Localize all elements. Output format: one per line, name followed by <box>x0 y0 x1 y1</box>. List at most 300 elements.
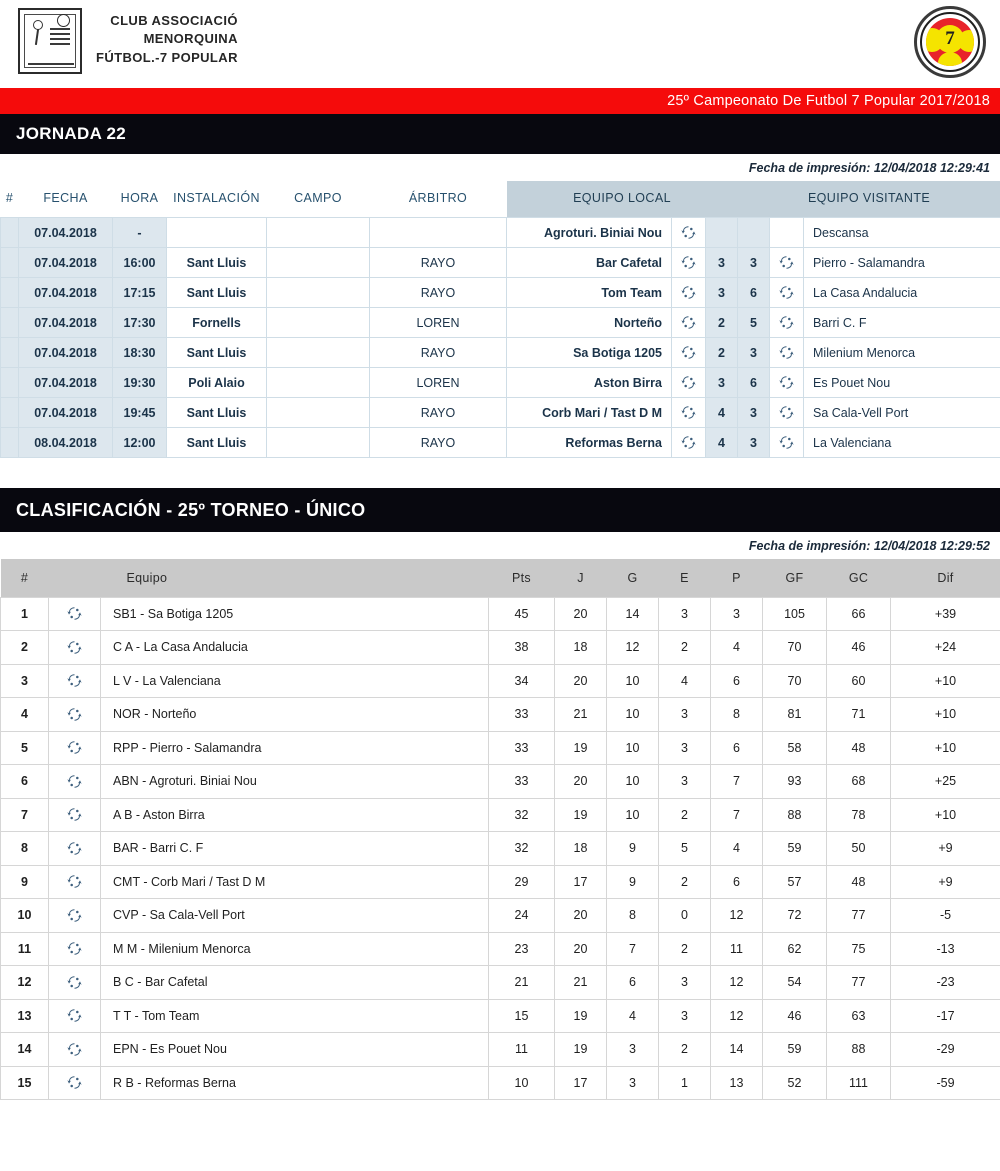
standings-dif: -5 <box>891 899 1000 933</box>
fixture-campo <box>267 308 370 338</box>
fixture-arbitro: LOREN <box>370 308 507 338</box>
fixture-local-team[interactable]: Aston Birra <box>507 368 672 398</box>
federation-logo-number: 7 <box>936 25 964 53</box>
fixture-visitor-team[interactable]: Pierro - Salamandra <box>804 248 1000 278</box>
fixtures-table <box>0 181 1000 458</box>
standings-g: 9 <box>607 865 659 899</box>
standings-e: 2 <box>659 932 711 966</box>
fixtures-col-num: # <box>1 181 19 218</box>
fixture-goals-local: 4 <box>706 428 738 458</box>
team-badge-icon <box>778 344 795 361</box>
fixture-campo <box>267 218 370 248</box>
standings-pts: 24 <box>489 899 555 933</box>
standings-col-p: P <box>711 559 763 597</box>
standings-p: 8 <box>711 698 763 732</box>
standings-gf: 46 <box>763 999 827 1033</box>
standings-team-badge[interactable] <box>49 664 101 698</box>
fixture-num <box>1 398 19 428</box>
team-badge-icon <box>778 434 795 451</box>
fixture-goals-visitor: 5 <box>738 308 770 338</box>
fixture-instalacion: Sant Lluis <box>167 248 267 278</box>
standings-e: 2 <box>659 798 711 832</box>
standings-j: 21 <box>555 966 607 1000</box>
standings-g: 12 <box>607 631 659 665</box>
standings-team-badge[interactable] <box>49 1066 101 1100</box>
standings-team-name[interactable]: NOR - Norteño <box>101 698 489 732</box>
standings-gc: 60 <box>827 664 891 698</box>
fixture-row[interactable] <box>1 368 1000 398</box>
fixture-fecha: 07.04.2018 <box>19 218 113 248</box>
standings-dif: -29 <box>891 1033 1000 1067</box>
standings-team-badge[interactable] <box>49 631 101 665</box>
fixture-hora: 19:45 <box>113 398 167 428</box>
standings-j: 19 <box>555 1033 607 1067</box>
fixture-arbitro: LOREN <box>370 368 507 398</box>
standings-row[interactable] <box>1 865 1000 899</box>
fixture-visitor-badge[interactable] <box>770 308 804 338</box>
standings-j: 20 <box>555 765 607 799</box>
standings-row[interactable] <box>1 731 1000 765</box>
team-badge-icon <box>680 404 697 421</box>
standings-g: 8 <box>607 899 659 933</box>
standings-position: 8 <box>1 832 49 866</box>
standings-gc: 66 <box>827 597 891 631</box>
standings-position: 2 <box>1 631 49 665</box>
standings-g: 10 <box>607 698 659 732</box>
standings-p: 3 <box>711 597 763 631</box>
standings-pts: 45 <box>489 597 555 631</box>
fixture-fecha: 07.04.2018 <box>19 338 113 368</box>
club-crest-icon <box>18 8 82 74</box>
standings-gf: 57 <box>763 865 827 899</box>
standings-row[interactable] <box>1 1033 1000 1067</box>
standings-p: 6 <box>711 865 763 899</box>
fixture-campo <box>267 398 370 428</box>
standings-j: 17 <box>555 865 607 899</box>
standings-g: 4 <box>607 999 659 1033</box>
fixture-visitor-badge[interactable] <box>770 218 804 248</box>
fixture-goals-visitor: 3 <box>738 428 770 458</box>
standings-team-name[interactable]: SB1 - Sa Botiga 1205 <box>101 597 489 631</box>
fixture-local-badge[interactable] <box>672 278 706 308</box>
standings-team-name[interactable]: C A - La Casa Andalucia <box>101 631 489 665</box>
fixture-campo <box>267 428 370 458</box>
standings-dif: +10 <box>891 798 1000 832</box>
standings-dif: +10 <box>891 664 1000 698</box>
fixture-local-team[interactable]: Norteño <box>507 308 672 338</box>
standings-gf: 62 <box>763 932 827 966</box>
standings-g: 3 <box>607 1066 659 1100</box>
fixture-visitor-badge[interactable] <box>770 398 804 428</box>
fixture-fecha: 07.04.2018 <box>19 398 113 428</box>
standings-p: 6 <box>711 664 763 698</box>
fixture-hora: 16:00 <box>113 248 167 278</box>
standings-col-equipo: Equipo <box>101 559 489 597</box>
standings-gf: 59 <box>763 1033 827 1067</box>
standings-j: 18 <box>555 832 607 866</box>
standings-position: 4 <box>1 698 49 732</box>
standings-team-name[interactable]: RPP - Pierro - Salamandra <box>101 731 489 765</box>
fixtures-col-hora: HORA <box>113 181 167 218</box>
standings-gc: 63 <box>827 999 891 1033</box>
fixture-visitor-team[interactable]: La Casa Andalucia <box>804 278 1000 308</box>
standings-e: 3 <box>659 966 711 1000</box>
team-badge-icon <box>66 806 83 823</box>
fixture-instalacion: Sant Lluis <box>167 278 267 308</box>
standings-dif: +10 <box>891 698 1000 732</box>
fixture-arbitro: RAYO <box>370 398 507 428</box>
standings-gc: 46 <box>827 631 891 665</box>
standings-row[interactable] <box>1 932 1000 966</box>
team-badge-icon <box>778 254 795 271</box>
fixture-visitor-team[interactable]: La Valenciana <box>804 428 1000 458</box>
standings-gc: 68 <box>827 765 891 799</box>
club-logo-left <box>18 8 238 74</box>
standings-row[interactable] <box>1 832 1000 866</box>
fixture-row[interactable] <box>1 398 1000 428</box>
standings-gc: 111 <box>827 1066 891 1100</box>
standings-team-name[interactable]: L V - La Valenciana <box>101 664 489 698</box>
fixtures-col-campo: CAMPO <box>267 181 370 218</box>
standings-team-name[interactable]: EPN - Es Pouet Nou <box>101 1033 489 1067</box>
standings-position: 9 <box>1 865 49 899</box>
standings-team-badge[interactable] <box>49 698 101 732</box>
standings-gf: 72 <box>763 899 827 933</box>
fixture-fecha: 08.04.2018 <box>19 428 113 458</box>
fixture-num <box>1 368 19 398</box>
standings-j: 21 <box>555 698 607 732</box>
clasificacion-title-bar <box>0 488 1000 532</box>
standings-row[interactable] <box>1 966 1000 1000</box>
standings-dif: -59 <box>891 1066 1000 1100</box>
standings-position: 5 <box>1 731 49 765</box>
standings-team-badge[interactable] <box>49 932 101 966</box>
standings-gf: 88 <box>763 798 827 832</box>
fixture-num <box>1 428 19 458</box>
fixture-row[interactable] <box>1 338 1000 368</box>
standings-team-name[interactable]: CVP - Sa Cala-Vell Port <box>101 899 489 933</box>
standings-dif: +24 <box>891 631 1000 665</box>
fixture-local-team[interactable]: Tom Team <box>507 278 672 308</box>
fixture-row[interactable] <box>1 308 1000 338</box>
fixture-hora: 12:00 <box>113 428 167 458</box>
standings-row[interactable] <box>1 798 1000 832</box>
team-badge-icon <box>66 940 83 957</box>
standings-pts: 38 <box>489 631 555 665</box>
standings-e: 2 <box>659 865 711 899</box>
standings-row[interactable] <box>1 1066 1000 1100</box>
standings-e: 2 <box>659 631 711 665</box>
team-badge-icon <box>680 254 697 271</box>
standings-team-name[interactable]: ABN - Agroturi. Biniai Nou <box>101 765 489 799</box>
team-badge-icon <box>66 773 83 790</box>
team-badge-icon <box>680 344 697 361</box>
fixture-visitor-team[interactable]: Milenium Menorca <box>804 338 1000 368</box>
standings-gf: 70 <box>763 631 827 665</box>
fixture-goals-local: 4 <box>706 398 738 428</box>
standings-col-dif: Dif <box>891 559 1000 597</box>
club-name-line-2: MENORQUINA <box>143 31 238 47</box>
standings-e: 1 <box>659 1066 711 1100</box>
standings-row[interactable] <box>1 698 1000 732</box>
fixture-num <box>1 278 19 308</box>
team-badge-icon <box>66 739 83 756</box>
standings-team-badge[interactable] <box>49 832 101 866</box>
standings-j: 18 <box>555 631 607 665</box>
standings-col-badge <box>49 559 101 597</box>
standings-gf: 58 <box>763 731 827 765</box>
standings-row[interactable] <box>1 664 1000 698</box>
standings-gf: 52 <box>763 1066 827 1100</box>
fixture-local-badge[interactable] <box>672 308 706 338</box>
standings-gc: 50 <box>827 832 891 866</box>
team-badge-icon <box>680 224 697 241</box>
fixture-local-badge[interactable] <box>672 338 706 368</box>
fixture-visitor-team[interactable]: Es Pouet Nou <box>804 368 1000 398</box>
standings-p: 7 <box>711 798 763 832</box>
standings-g: 9 <box>607 832 659 866</box>
championship-banner <box>0 88 1000 114</box>
championship-title: 25º Campeonato De Futbol 7 Popular 2017/2018 <box>667 93 990 109</box>
standings-e: 3 <box>659 765 711 799</box>
standings-pts: 33 <box>489 731 555 765</box>
standings-col-j: J <box>555 559 607 597</box>
standings-position: 14 <box>1 1033 49 1067</box>
fixtures-col-fecha: FECHA <box>19 181 113 218</box>
standings-team-badge[interactable] <box>49 966 101 1000</box>
standings-gf: 105 <box>763 597 827 631</box>
fixture-local-badge[interactable] <box>672 368 706 398</box>
fixture-local-team[interactable]: Reformas Berna <box>507 428 672 458</box>
fixture-visitor-team[interactable]: Sa Cala-Vell Port <box>804 398 1000 428</box>
standings-team-badge[interactable] <box>49 798 101 832</box>
standings-j: 19 <box>555 798 607 832</box>
standings-gc: 48 <box>827 731 891 765</box>
fixtures-col-instalacion: INSTALACIÓN <box>167 181 267 218</box>
fixture-row[interactable] <box>1 428 1000 458</box>
standings-team-badge[interactable] <box>49 999 101 1033</box>
standings-pts: 32 <box>489 798 555 832</box>
fixture-goals-visitor: 6 <box>738 278 770 308</box>
standings-pts: 33 <box>489 698 555 732</box>
standings-team-badge[interactable] <box>49 597 101 631</box>
standings-p: 6 <box>711 731 763 765</box>
standings-gc: 88 <box>827 1033 891 1067</box>
fixture-campo <box>267 368 370 398</box>
fixture-visitor-badge[interactable] <box>770 338 804 368</box>
fixture-goals-visitor: 6 <box>738 368 770 398</box>
standings-row[interactable] <box>1 765 1000 799</box>
fixture-instalacion: Sant Lluis <box>167 428 267 458</box>
standings-gf: 54 <box>763 966 827 1000</box>
fixture-local-team[interactable]: Agroturi. Biniai Nou <box>507 218 672 248</box>
standings-team-name[interactable]: R B - Reformas Berna <box>101 1066 489 1100</box>
standings-p: 4 <box>711 631 763 665</box>
fixture-fecha: 07.04.2018 <box>19 368 113 398</box>
fixture-num <box>1 248 19 278</box>
standings-col-e: E <box>659 559 711 597</box>
standings-g: 10 <box>607 664 659 698</box>
fixture-visitor-badge[interactable] <box>770 248 804 278</box>
fixture-instalacion <box>167 218 267 248</box>
standings-dif: +9 <box>891 865 1000 899</box>
standings-e: 5 <box>659 832 711 866</box>
fixture-visitor-badge[interactable] <box>770 368 804 398</box>
standings-j: 19 <box>555 999 607 1033</box>
standings-team-badge[interactable] <box>49 899 101 933</box>
fixture-goals-local: 2 <box>706 308 738 338</box>
standings-p: 12 <box>711 966 763 1000</box>
standings-team-badge[interactable] <box>49 1033 101 1067</box>
standings-g: 7 <box>607 932 659 966</box>
team-badge-icon <box>66 706 83 723</box>
standings-dif: +39 <box>891 597 1000 631</box>
standings-col-gf: GF <box>763 559 827 597</box>
standings-pts: 34 <box>489 664 555 698</box>
standings-team-name[interactable]: CMT - Corb Mari / Tast D M <box>101 865 489 899</box>
standings-dif: -13 <box>891 932 1000 966</box>
fixture-local-team[interactable]: Sa Botiga 1205 <box>507 338 672 368</box>
fixture-hora: 17:15 <box>113 278 167 308</box>
club-name-line-1: CLUB ASSOCIACIÓ <box>110 13 238 28</box>
fixture-fecha: 07.04.2018 <box>19 308 113 338</box>
standings-p: 7 <box>711 765 763 799</box>
standings-col-pts: Pts <box>489 559 555 597</box>
standings-e: 0 <box>659 899 711 933</box>
fixture-instalacion: Poli Alaio <box>167 368 267 398</box>
standings-pts: 29 <box>489 865 555 899</box>
fixture-local-badge[interactable] <box>672 398 706 428</box>
fixtures-col-arbitro: ÁRBITRO <box>370 181 507 218</box>
team-badge-icon <box>680 314 697 331</box>
fixture-goals-visitor: 3 <box>738 248 770 278</box>
fixture-arbitro: RAYO <box>370 278 507 308</box>
fixture-visitor-team[interactable]: Descansa <box>804 218 1000 248</box>
team-badge-icon <box>680 434 697 451</box>
standings-col-g: G <box>607 559 659 597</box>
standings-p: 4 <box>711 832 763 866</box>
standings-e: 4 <box>659 664 711 698</box>
standings-j: 20 <box>555 664 607 698</box>
clasificacion-title: CLASIFICACIÓN - 25º TORNEO - ÚNICO <box>16 499 366 520</box>
team-badge-icon <box>680 284 697 301</box>
clasificacion-print-date: Fecha de impresión: 12/04/2018 12:29:52 <box>748 539 990 553</box>
standings-team-badge[interactable] <box>49 865 101 899</box>
team-badge-icon <box>778 284 795 301</box>
standings-row[interactable] <box>1 597 1000 631</box>
fixture-row[interactable] <box>1 248 1000 278</box>
standings-p: 14 <box>711 1033 763 1067</box>
standings-pts: 21 <box>489 966 555 1000</box>
standings-p: 13 <box>711 1066 763 1100</box>
standings-gf: 81 <box>763 698 827 732</box>
standings-j: 20 <box>555 597 607 631</box>
standings-e: 2 <box>659 1033 711 1067</box>
standings-pts: 23 <box>489 932 555 966</box>
fixture-local-badge[interactable] <box>672 248 706 278</box>
standings-pts: 33 <box>489 765 555 799</box>
standings-gc: 75 <box>827 932 891 966</box>
jornada-title-bar <box>0 114 1000 154</box>
standings-team-name[interactable]: T T - Tom Team <box>101 999 489 1033</box>
fixture-goals-visitor: 3 <box>738 338 770 368</box>
standings-team-name[interactable]: A B - Aston Birra <box>101 798 489 832</box>
team-badge-icon <box>66 840 83 857</box>
standings-gf: 93 <box>763 765 827 799</box>
team-badge-icon <box>66 873 83 890</box>
standings-team-badge[interactable] <box>49 731 101 765</box>
standings-pts: 11 <box>489 1033 555 1067</box>
club-name <box>96 8 238 67</box>
club-name-line-3: FÚTBOL.-7 POPULAR <box>96 49 238 65</box>
standings-team-name[interactable]: M M - Milenium Menorca <box>101 932 489 966</box>
standings-dif: +10 <box>891 731 1000 765</box>
standings-e: 3 <box>659 999 711 1033</box>
fixture-hora: - <box>113 218 167 248</box>
fixture-campo <box>267 248 370 278</box>
fixture-visitor-badge[interactable] <box>770 278 804 308</box>
team-badge-icon <box>66 1074 83 1091</box>
fixture-goals-local <box>706 218 738 248</box>
standings-dif: -23 <box>891 966 1000 1000</box>
fixture-local-badge[interactable] <box>672 428 706 458</box>
fixture-local-badge[interactable] <box>672 218 706 248</box>
fixture-visitor-team[interactable]: Barri C. F <box>804 308 1000 338</box>
standings-row[interactable] <box>1 999 1000 1033</box>
standings-j: 19 <box>555 731 607 765</box>
federation-logo-icon <box>914 6 986 78</box>
fixture-visitor-badge[interactable] <box>770 428 804 458</box>
standings-position: 1 <box>1 597 49 631</box>
standings-row[interactable] <box>1 631 1000 665</box>
fixtures-body <box>1 218 1000 458</box>
fixture-hora: 18:30 <box>113 338 167 368</box>
fixture-hora: 19:30 <box>113 368 167 398</box>
fixture-local-team[interactable]: Corb Mari / Tast D M <box>507 398 672 428</box>
standings-gf: 59 <box>763 832 827 866</box>
fixture-instalacion: Sant Lluis <box>167 398 267 428</box>
team-badge-icon <box>66 974 83 991</box>
fixture-goals-visitor <box>738 218 770 248</box>
fixture-row[interactable] <box>1 278 1000 308</box>
fixtures-col-equipo-local: EQUIPO LOCAL <box>507 181 738 218</box>
standings-position: 11 <box>1 932 49 966</box>
team-badge-icon <box>680 374 697 391</box>
fixture-num <box>1 308 19 338</box>
standings-header-row <box>1 559 1000 597</box>
team-badge-icon <box>66 639 83 656</box>
team-badge-icon <box>778 314 795 331</box>
fixture-goals-local: 3 <box>706 368 738 398</box>
standings-col-gc: GC <box>827 559 891 597</box>
standings-position: 7 <box>1 798 49 832</box>
fixture-local-team[interactable]: Bar Cafetal <box>507 248 672 278</box>
fixture-arbitro <box>370 218 507 248</box>
standings-row[interactable] <box>1 899 1000 933</box>
team-badge-icon <box>66 907 83 924</box>
standings-pts: 32 <box>489 832 555 866</box>
masthead <box>0 0 1000 88</box>
fixture-arbitro: RAYO <box>370 338 507 368</box>
standings-team-name[interactable]: BAR - Barri C. F <box>101 832 489 866</box>
standings-g: 3 <box>607 1033 659 1067</box>
fixture-row[interactable] <box>1 218 1000 248</box>
standings-dif: +9 <box>891 832 1000 866</box>
standings-gc: 77 <box>827 966 891 1000</box>
standings-team-name[interactable]: B C - Bar Cafetal <box>101 966 489 1000</box>
team-badge-icon <box>778 374 795 391</box>
standings-team-badge[interactable] <box>49 765 101 799</box>
